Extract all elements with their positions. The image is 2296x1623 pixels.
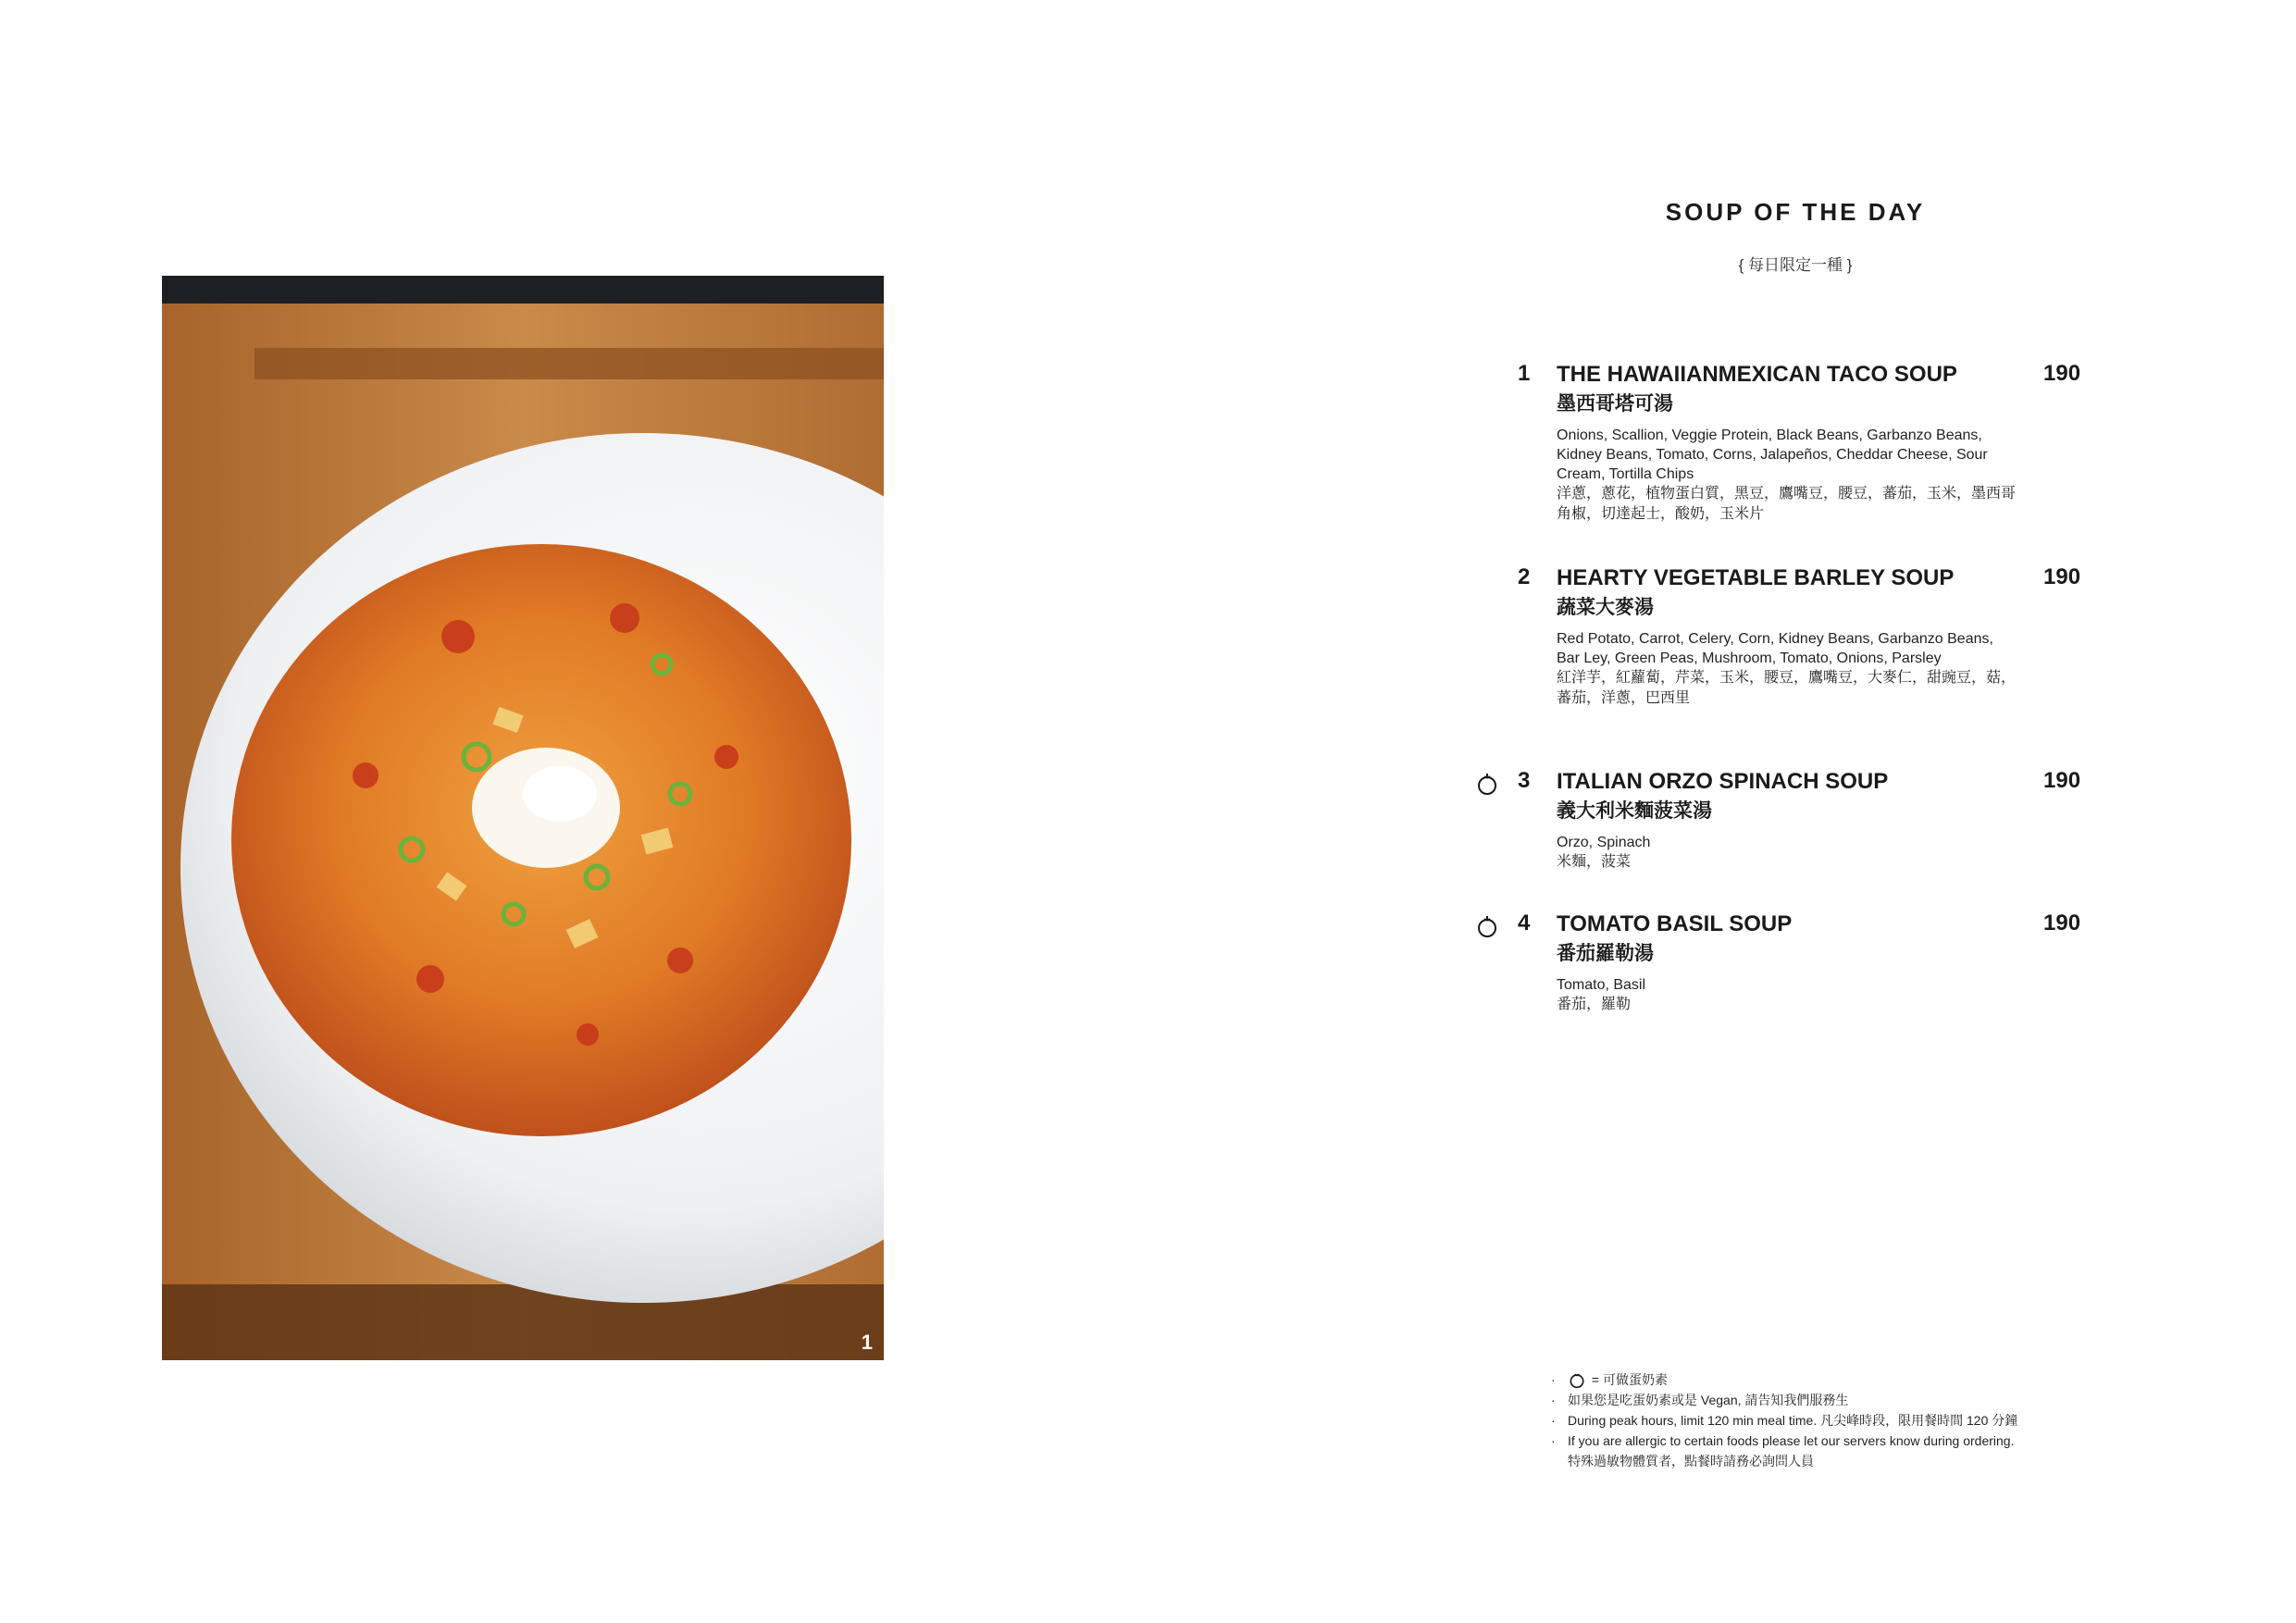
note-bullet: · <box>1551 1433 1556 1448</box>
tomato-outline-icon <box>1477 914 1497 938</box>
item-body <box>1557 361 2019 525</box>
note-line <box>1551 1431 2143 1451</box>
soup-photo <box>162 276 884 1360</box>
item-name-zh: 墨西哥塔可湯 <box>1557 393 1673 415</box>
item-name: TOMATO BASIL SOUP <box>1557 911 1793 936</box>
item-name: HEARTY VEGETABLE BARLEY SOUP <box>1557 565 1955 590</box>
note-text: 如果您是吃蛋奶素或是 Vegan, 請告知我們服務生 <box>1568 1393 1849 1407</box>
note-bullet: · <box>1551 1393 1556 1407</box>
item-price: 190 <box>2043 361 2081 386</box>
item-description: Orzo, Spinach <box>1557 835 1651 850</box>
item-description: Onions, Scallion, Veggie Protein, Black Beans, Garbanzo Beans, Kidney Beans, Tomato, Corns, Jalapeños, Cheddar Cheese, Sour Cream, Tortilla Chips <box>1557 427 1988 482</box>
photo-page-number: 1 <box>861 1331 873 1354</box>
item-price: 190 <box>2043 564 2081 589</box>
tomato-outline-icon <box>1568 1370 1586 1389</box>
soup-bowl-illustration <box>162 276 884 1360</box>
note-bullet: · <box>1551 1413 1556 1428</box>
note-line <box>1551 1410 2143 1431</box>
item-number: 1 <box>1518 361 1531 386</box>
item-body <box>1557 911 2019 1015</box>
item-name-zh: 蔬菜大麥湯 <box>1557 597 1654 618</box>
tomato-outline-icon <box>1477 772 1497 796</box>
note-text: During peak hours, limit 120 min meal time. 凡尖峰時段，限用餐時間 120 分鐘 <box>1568 1413 2018 1428</box>
item-name: THE HAWAIIANMEXICAN TACO SOUP <box>1557 362 1957 387</box>
item-number: 3 <box>1518 768 1531 793</box>
note-legend-text: = 可做蛋奶素 <box>1591 1372 1668 1387</box>
item-description-zh: 洋蔥，蔥花，植物蛋白質，黑豆，鷹嘴豆，腰豆，蕃茄，玉米，墨西哥角椒，切達起士，酸奶，玉米片 <box>1557 486 2017 522</box>
item-price: 190 <box>2043 768 2081 793</box>
note-legend <box>1551 1369 2143 1390</box>
item-body <box>1557 564 2019 709</box>
item-description: Tomato, Basil <box>1557 977 1646 993</box>
item-name: ITALIAN ORZO SPINACH SOUP <box>1557 769 1889 794</box>
menu-title: SOUP OF THE DAY <box>1665 198 1926 226</box>
note-text: 特殊過敏物體質者，點餐時請務必詢問人員 <box>1568 1454 1814 1468</box>
menu-subtitle: { 每日限定一種 } <box>1738 256 1853 274</box>
item-name-zh: 義大利米麵菠菜湯 <box>1557 800 1712 822</box>
item-number: 4 <box>1518 911 1531 935</box>
item-description-zh: 紅洋芋，紅蘿蔔，芹菜，玉米，腰豆，鷹嘴豆，大麥仁，甜豌豆，菇，蕃茄，洋蔥，巴西里 <box>1557 670 2017 706</box>
item-number: 2 <box>1518 564 1531 589</box>
note-bullet: · <box>1551 1372 1556 1387</box>
item-body <box>1557 768 2019 873</box>
note-line <box>1551 1390 2143 1410</box>
item-description-zh: 米麵，菠菜 <box>1557 854 1632 870</box>
note-text: If you are allergic to certain foods please let our servers know during ordering. <box>1568 1433 2015 1448</box>
item-description-zh: 番茄，羅勒 <box>1557 997 1632 1012</box>
item-price: 190 <box>2043 911 2081 935</box>
item-name-zh: 番茄羅勒湯 <box>1557 943 1654 964</box>
note-line-continued <box>1551 1451 2143 1471</box>
item-description: Red Potato, Carrot, Celery, Corn, Kidney Beans, Garbanzo Beans, Bar Ley, Green Peas, Mushroom, Tomato, Onions, Parsley <box>1557 631 1993 666</box>
menu-notes <box>1551 1369 2143 1471</box>
